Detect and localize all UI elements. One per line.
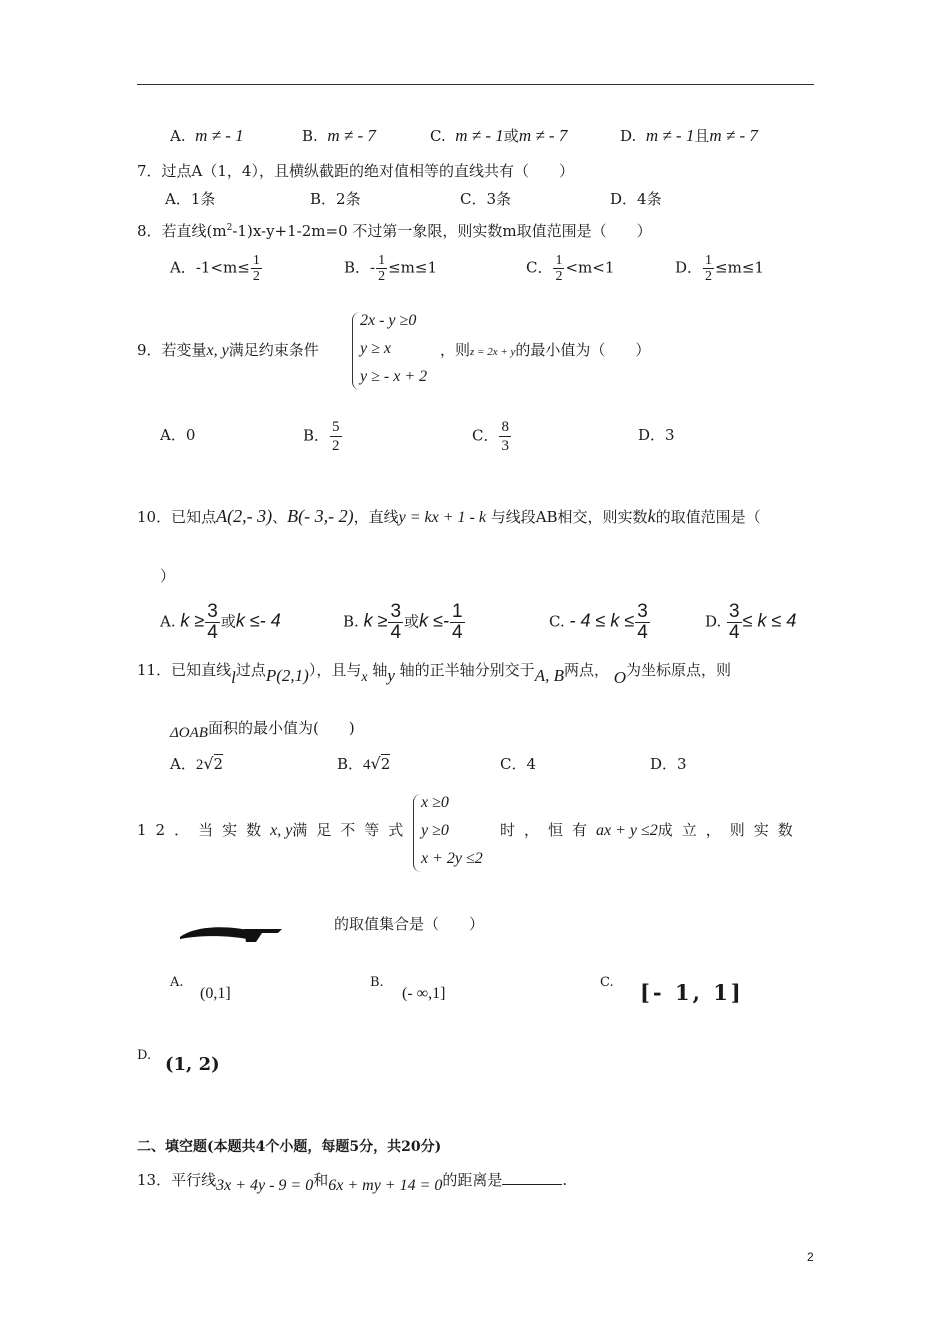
section-fill-in-title: 二、填空题(本题共4个小题，每题5分，共20分) (137, 1139, 442, 1155)
q11-stem: 11．已知直线l过点P(2,1)），且与x 轴y 轴的正半轴分别交于A, B两点， O为坐标原点，则 (137, 661, 732, 687)
q9-constraint-1: 2x - y ≥0 (360, 312, 417, 329)
q10-option-a: A. k ≥ $\frac{3}{4}$ 或k ≤- 4 (160, 601, 281, 643)
q7-option-c: C．3条 (460, 190, 512, 208)
q12-stem-post: 时，恒有ax + y ≤2成立，则实数 (500, 821, 802, 839)
q13-answer-blank[interactable] (502, 1170, 562, 1185)
q12-option-c: [- 1, 1] (640, 980, 744, 1005)
q9-option-d: D．3 (638, 426, 675, 444)
variable-a-glyph (178, 925, 284, 943)
q12-option-d-label: D. (137, 1048, 152, 1063)
q6-option-b: B. m ≠ - 7 (302, 126, 376, 145)
q13-stem: 13．平行线3x + 4y - 9 = 0和6x + my + 14 = 0的距离是 . (137, 1171, 568, 1194)
q11-option-c: C．4 (500, 755, 537, 773)
q11-option-b: B．4√2 (337, 754, 391, 773)
q9-option-b: B． $\frac{5}{2}$ (303, 419, 340, 454)
q9-option-a: A．0 (160, 426, 196, 444)
q12-option-a: (0,1] (200, 985, 231, 1002)
q9-stem-pre: 9．若变量x, y满足约束条件 (137, 341, 319, 359)
q6-option-a: A. m ≠ - 1 (170, 126, 244, 145)
q12-option-d: (1, 2) (165, 1054, 220, 1075)
q11-stem-line2: ΔOAB面积的最小值为( ) (170, 719, 355, 741)
q8-option-c: C． $\frac{1}{2}$ <m<1 (526, 253, 615, 284)
q12-constraint-2: y ≥0 (421, 822, 449, 839)
q9-option-c: C． $\frac{8}{3}$ (472, 419, 509, 454)
q8-option-a: A．-1<m≤ $\frac{1}{2}$ (170, 253, 260, 284)
q12-option-b-label: B. (370, 975, 384, 990)
q9-stem-post: ，则z = 2x + y的最小值为（ ） (440, 341, 651, 359)
q8-option-d: D． $\frac{1}{2}$ ≤m≤1 (675, 253, 764, 284)
q12-stem-line2: 的取值集合是（ ） (334, 915, 485, 933)
q10-option-c: C. - 4 ≤ k ≤ $\frac{3}{4}$ (549, 601, 648, 643)
q10-stem: 10．已知点A(2,- 3)、B(- 3,- 2)，直线y = kx + 1 - k 与线段AB相交，则实数k的取值范围是（ (137, 506, 761, 526)
q7-option-d: D．4条 (610, 190, 662, 208)
header-rule (137, 84, 814, 85)
q12-constraint-3: x + 2y ≤2 (421, 850, 483, 867)
q12-option-b: (- ∞,1] (402, 985, 446, 1002)
q6-option-d: D. m ≠ - 1且m ≠ - 7 (620, 126, 758, 145)
q9-constraint-3: y ≥ - x + 2 (360, 368, 428, 385)
q12-option-a-label: A. (170, 975, 184, 990)
q7-option-a: A．1条 (165, 190, 216, 208)
q8-stem: 8．若直线$(m^2-1)x-y+1-2m=0$ 不过第一象限，则实数m取值范围是（ ） (137, 222, 652, 240)
q11-option-a: A．2√2 (170, 754, 224, 773)
q7-stem: 7．过点A（1，4），且横纵截距的绝对值相等的直线共有（ ） (137, 162, 574, 180)
page-number: 2 (807, 1250, 814, 1264)
q10-option-d: D. $\frac{3}{4}$ ≤ k ≤ 4 (705, 601, 797, 643)
q12-stem-pre: 12．当实数x, y满足不等式 (137, 821, 413, 839)
q9-constraint-2: y ≥ x (360, 340, 391, 357)
q7-option-b: B．2条 (310, 190, 361, 208)
q10-stem-wrap: ） (160, 567, 176, 585)
q8-option-b: B．- $\frac{1}{2}$ ≤m≤1 (344, 253, 437, 284)
q12-option-c-label: C. (600, 975, 614, 990)
q10-option-b: B. k ≥ $\frac{3}{4}$ 或k ≤- $\frac{1}{4}$ (343, 601, 463, 643)
q11-option-d: D．3 (650, 755, 687, 773)
q12-constraint-1: x ≥0 (421, 794, 449, 811)
q6-option-c: C. m ≠ - 1或m ≠ - 7 (430, 126, 568, 145)
